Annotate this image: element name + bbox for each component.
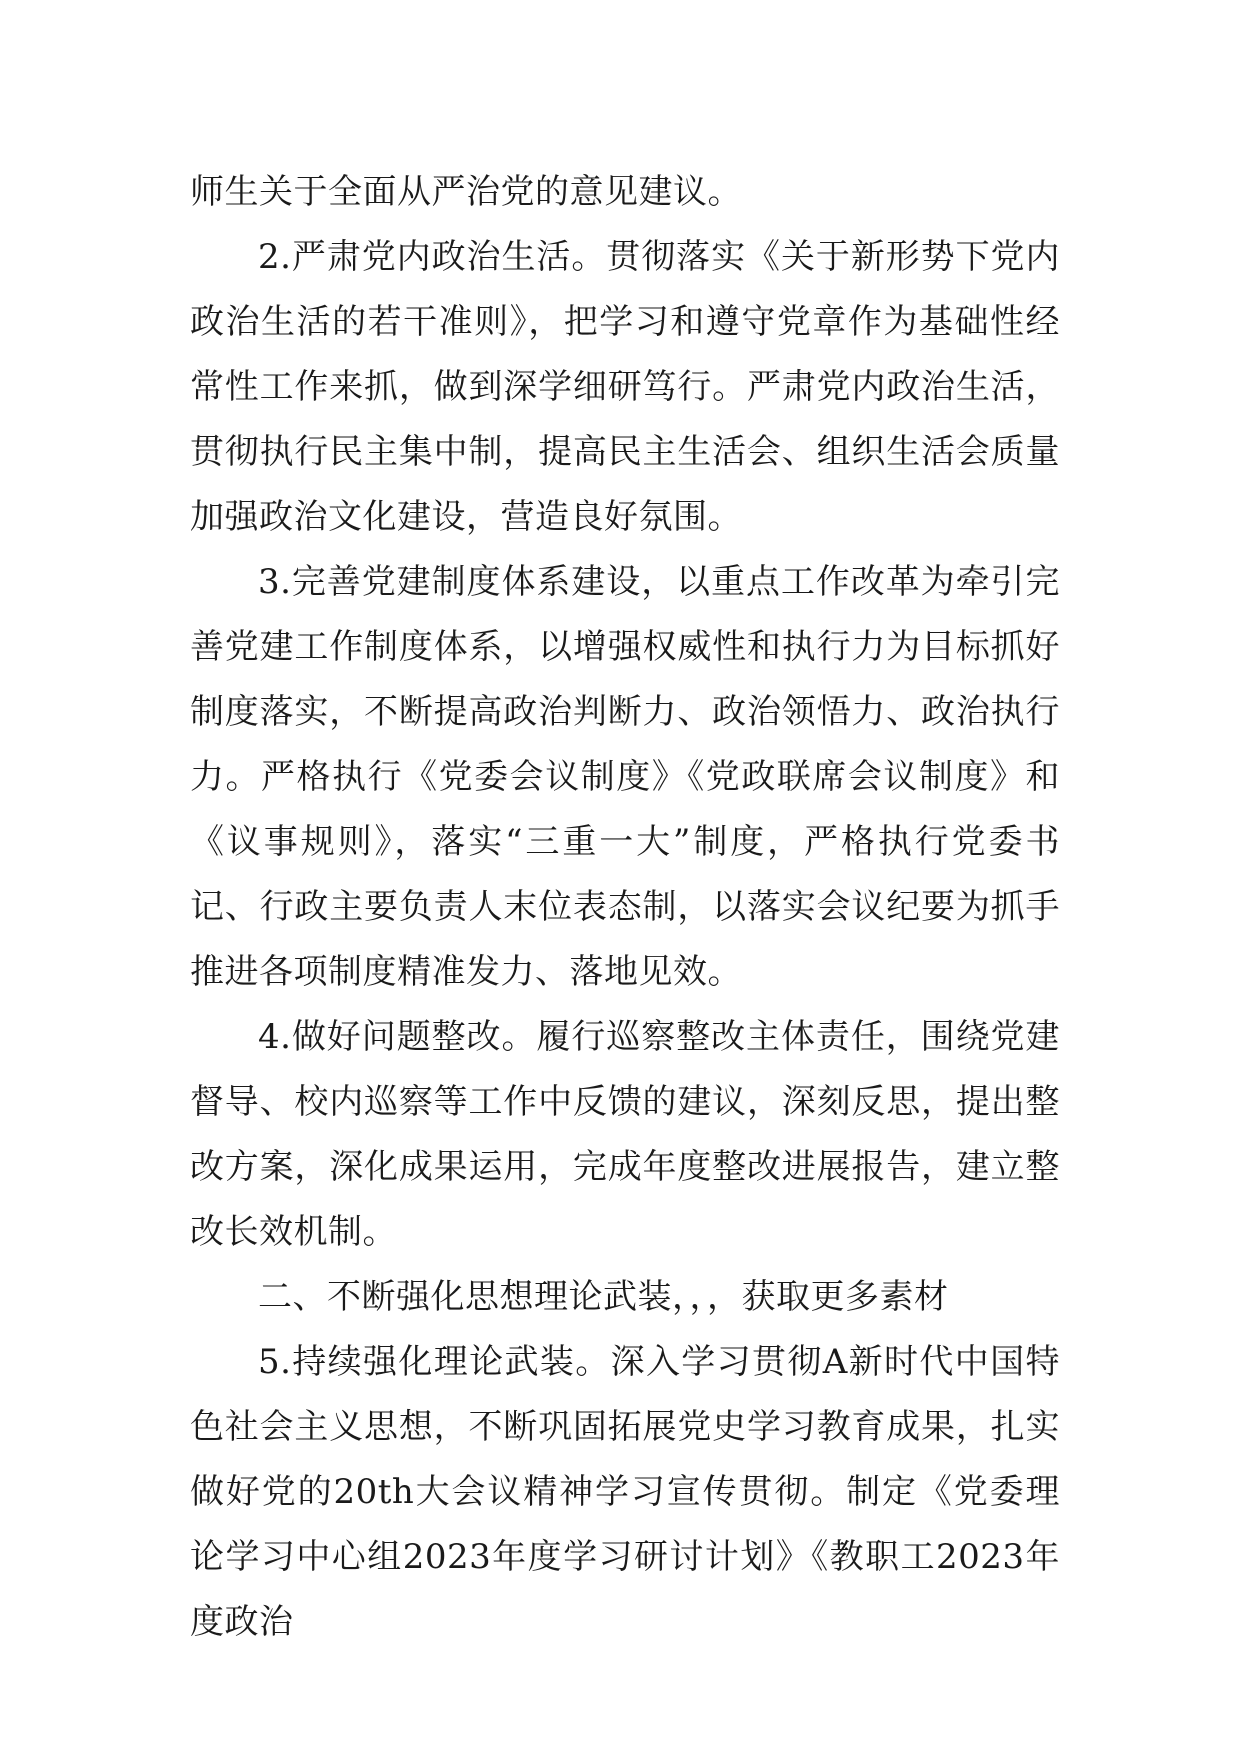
paragraph-political-life: 2.严肃党内政治生活。贯彻落实《关于新形势下党内政治生活的若干准则》，把学习和遵守党章作为基础性经常性工作来抓，做到深学细研笃行。严肃党内政治生活，贯彻执行民主集中制，提高民主生活会、组织生活会质量加强政治文化建设，营造良好氛围。 bbox=[190, 237, 1060, 537]
paragraph-continuation: 师生关于全面从严治党的意见建议。 bbox=[190, 172, 742, 212]
paragraph-theory-study: 5.持续强化理论武装。深入学习贯彻A新时代中国特色社会主义思想，不断巩固拓展党史学习教育成果，扎实做好党的20th大会议精神学习宣传贯彻。制定《党委理论学习中心组2023年度学习研讨计划》《教职工2023年度政治 bbox=[190, 1342, 1060, 1642]
section-heading-theory: 二、不断强化思想理论武装，，，获取更多素材 bbox=[258, 1277, 949, 1317]
paragraph-rectification: 4.做好问题整改。履行巡察整改主体责任，围绕党建督导、校内巡察等工作中反馈的建议，深刻反思，提出整改方案，深化成果运用，完成年度整改进展报告，建立整改长效机制。 bbox=[190, 1017, 1060, 1252]
paragraph-party-system: 3.完善党建制度体系建设，以重点工作改革为牵引完善党建工作制度体系，以增强权威性和执行力为目标抓好制度落实，不断提高政治判断力、政治领悟力、政治执行力。严格执行《党委会议制度》《党政联席会议制度》和《议事规则》，落实“三重一大”制度，严格执行党委书记、行政主要负责人末位表态制，以落实会议纪要为抓手推进各项制度精准发力、落地见效。 bbox=[190, 562, 1060, 992]
document-body bbox=[190, 160, 1060, 1655]
